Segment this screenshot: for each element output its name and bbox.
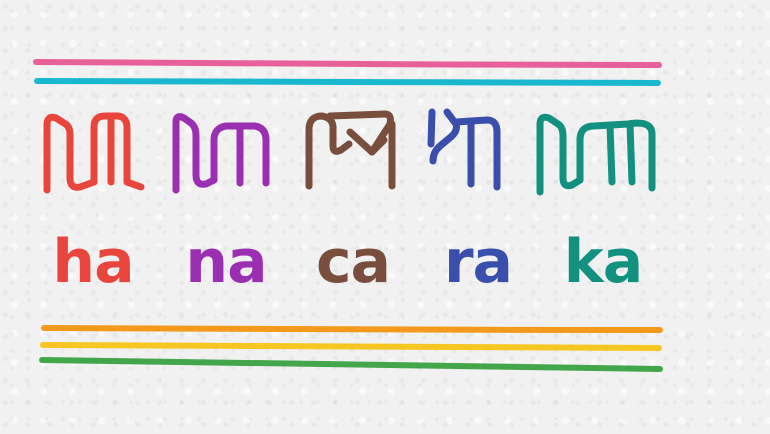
bottom-orange-line — [44, 328, 660, 330]
bottom-green-line — [42, 360, 660, 369]
latin-label-ka: ka — [563, 227, 643, 297]
latin-label-ca: ca — [315, 227, 391, 297]
javanese-na-glyph — [176, 117, 266, 190]
top-pink-line — [36, 62, 659, 65]
latin-label-na: na — [185, 227, 267, 297]
top-cyan-line — [37, 81, 658, 83]
javanese-ca-glyph — [309, 114, 392, 186]
latin-label-ha: ha — [52, 227, 134, 297]
javanese-ha-glyph — [47, 116, 141, 190]
javanese-ra-glyph — [431, 112, 497, 187]
javanese-ka-glyph — [540, 117, 652, 192]
latin-label-ra: ra — [443, 227, 513, 297]
bottom-yellow-line — [43, 345, 659, 348]
